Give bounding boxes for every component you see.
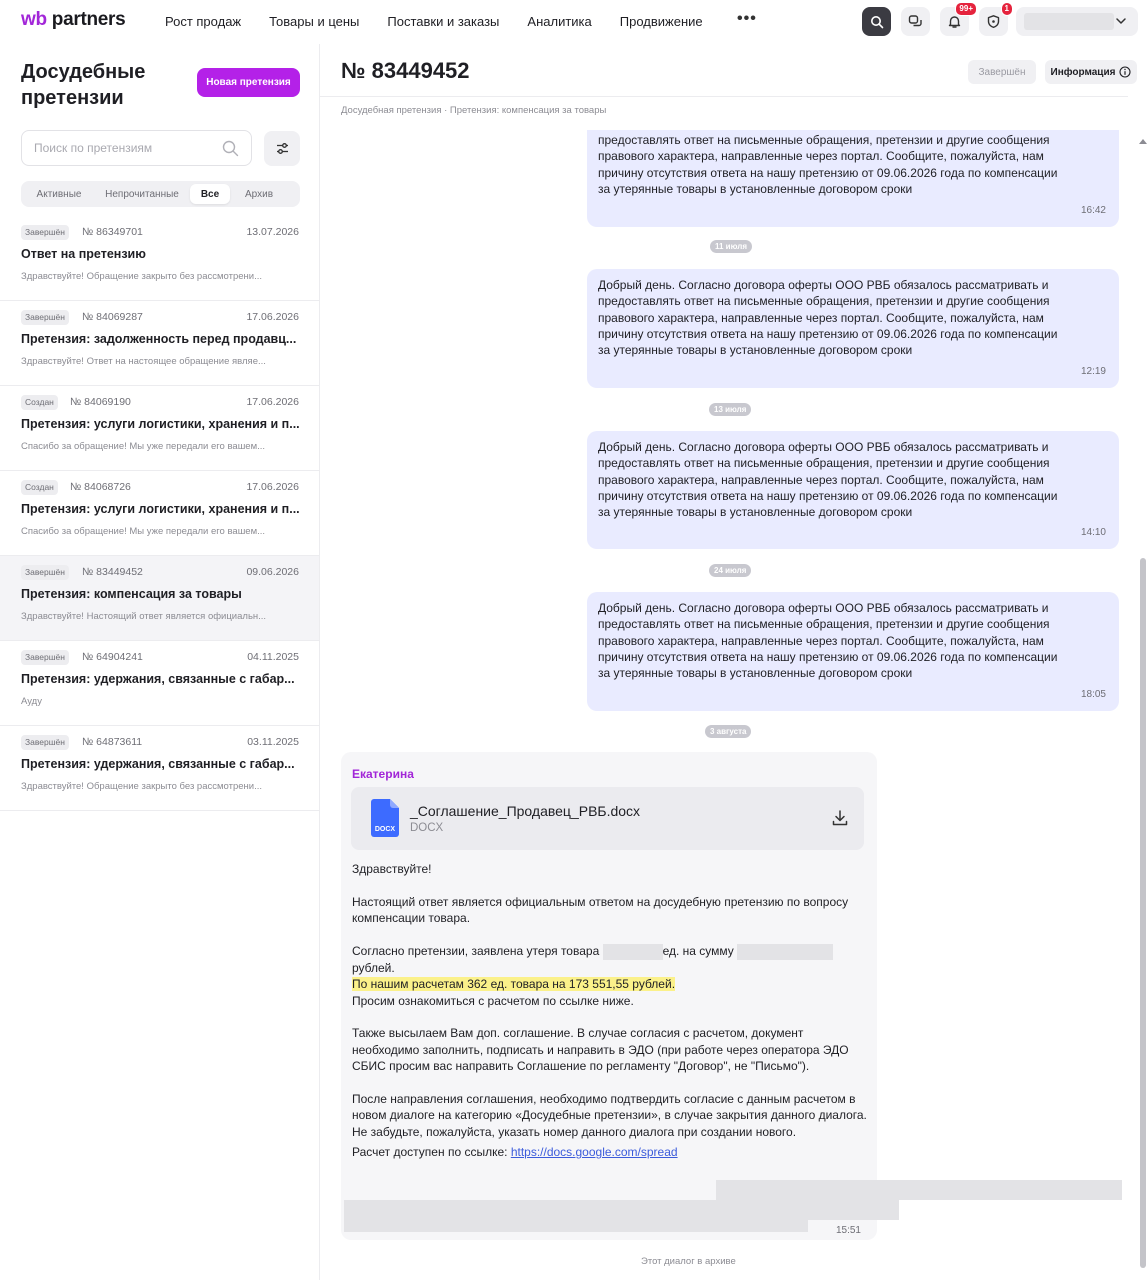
message-line: причину отсутствия ответа на нашу претензию от 09.06.2026 года по компенсации xyxy=(598,165,1058,180)
sliders-icon xyxy=(275,141,290,156)
tab-archive[interactable]: Архив xyxy=(244,188,274,200)
notifications-button[interactable] xyxy=(940,4,973,36)
claim-title: Претензия: услуги логистики, хранения и п... xyxy=(21,417,300,431)
claim-title: Претензия: удержания, связанные с габар... xyxy=(21,757,295,771)
chat-bubbles-icon xyxy=(908,14,923,29)
shield-icon xyxy=(986,14,1001,29)
tab-active[interactable]: Активные xyxy=(36,188,82,200)
status-badge: Завершён xyxy=(21,310,69,325)
outgoing-message xyxy=(587,130,1119,227)
status-badge: Завершён xyxy=(21,650,69,665)
nav-more-button[interactable]: ••• xyxy=(737,10,757,27)
claim-title: Претензия: удержания, связанные с габар... xyxy=(21,672,295,686)
message-line: за утерянные товары в установленные договором сроки xyxy=(598,343,913,358)
claim-number: № 84068726 xyxy=(70,481,131,493)
top-navigation-bar xyxy=(0,0,1148,44)
date-separator: 11 июля xyxy=(710,240,752,253)
claim-list-item[interactable] xyxy=(0,301,319,386)
claim-date: 17.06.2026 xyxy=(246,311,299,323)
claim-number: № 84069190 xyxy=(70,396,131,408)
redacted-link-remainder xyxy=(344,1218,808,1232)
chat-scrollbar[interactable] xyxy=(1138,134,1148,1280)
status-badge: Завершён xyxy=(21,225,69,240)
claim-preview: Здравствуйте! Обращение закрыто без рассмотрени... xyxy=(21,781,262,792)
claim-number: № 84069287 xyxy=(82,311,143,323)
chat-title: № 83449452 xyxy=(341,58,470,83)
message-line: предоставлять ответ на письменные обращения, претензии и другие сообщения xyxy=(598,617,1050,632)
search-icon xyxy=(222,140,239,157)
message-line: за утерянные товары в установленные договором сроки xyxy=(598,666,913,681)
highlighted-calculation: По нашим расчетам 362 ед. товара на 173 551,55 рублей. xyxy=(352,977,676,992)
docx-file-icon xyxy=(371,799,399,837)
message-line: правового характера, направленные через портал. Сообщите, пожалуйста, нам xyxy=(598,633,1044,648)
account-name-redacted xyxy=(1024,13,1114,30)
chats-button[interactable] xyxy=(901,7,930,36)
attachment-name: _Соглашение_Продавец_РВБ.docx xyxy=(410,803,641,819)
message-greeting: Здравствуйте! xyxy=(352,862,432,876)
attachment-type: DOCX xyxy=(410,822,444,834)
attachment-card[interactable] xyxy=(351,787,864,850)
claim-title: Претензия: компенсация за товары xyxy=(21,587,242,601)
breadcrumb-item[interactable]: Досудебная претензия xyxy=(341,105,442,116)
claim-preview: Спасибо за обращение! Мы уже передали его вашем... xyxy=(21,441,266,452)
redacted-link-remainder xyxy=(344,1200,899,1220)
claim-date: 09.06.2026 xyxy=(246,566,299,578)
shield-button[interactable] xyxy=(979,4,1009,36)
claim-preview: Здравствуйте! Настоящий ответ является официальн... xyxy=(21,611,267,622)
message-line: причину отсутствия ответа на нашу претензию от 09.06.2026 года по компенсации xyxy=(598,649,1058,664)
filter-button[interactable] xyxy=(264,131,300,166)
message-paragraph: Согласно претензии, заявлена утеря товара ед. на сумму рублей. По нашим расчетам 362 ед. товара на 173 551,55 рублей. Просим ознакомиться с расчетом по ссылке ниже. xyxy=(352,943,867,1009)
new-claim-button[interactable]: Новая претензия xyxy=(197,68,300,97)
message-line: правового характера, направленные через портал. Сообщите, пожалуйста, нам xyxy=(598,472,1044,487)
search-button[interactable] xyxy=(862,7,891,36)
chat-panel xyxy=(320,44,1148,1280)
scrollbar-thumb[interactable] xyxy=(1140,558,1146,1268)
message-body xyxy=(352,861,867,1161)
shield-badge: 1 xyxy=(1001,2,1013,16)
claim-date: 04.11.2025 xyxy=(247,651,299,663)
chat-status-badge: Завершён xyxy=(968,60,1036,84)
message-line: за утерянные товары в установленные договором сроки xyxy=(598,181,913,196)
status-badge: Создан xyxy=(21,480,58,495)
claims-search[interactable] xyxy=(21,130,252,166)
nav-item-sales-growth[interactable]: Рост продаж xyxy=(165,14,242,29)
claim-preview: Спасибо за обращение! Мы уже передали его вашем... xyxy=(21,526,266,537)
message-time: 12:19 xyxy=(1080,365,1106,377)
redacted-link-remainder xyxy=(716,1180,1122,1200)
claim-date: 13.07.2026 xyxy=(246,226,299,238)
message-line: предоставлять ответ на письменные обращения, претензии и другие сообщения xyxy=(598,133,1050,147)
message-line: правового характера, направленные через портал. Сообщите, пожалуйста, нам xyxy=(598,310,1044,325)
status-badge: Завершён xyxy=(21,735,69,750)
redacted-quantity xyxy=(603,944,663,960)
info-button-label: Информация xyxy=(1050,66,1116,78)
nav-item-products-prices[interactable]: Товары и цены xyxy=(269,14,360,29)
claim-number: № 86349701 xyxy=(82,226,143,238)
claims-list xyxy=(0,216,319,811)
outgoing-message xyxy=(587,431,1119,549)
nav-item-analytics[interactable]: Аналитика xyxy=(527,14,592,29)
claim-title: Ответ на претензию xyxy=(21,247,146,261)
status-badge: Создан xyxy=(21,395,58,410)
outgoing-message xyxy=(587,269,1119,388)
message-paragraph: После направления соглашения, необходимо подтвердить согласие с данным расчетом в новом диалоге на категорию «Досудебные претензии», в случае закрытия данного диалога. Не забудьте, пожалуйста, указать номер данного диалога при создании нового. xyxy=(352,1092,867,1139)
scroll-up-arrow-icon[interactable] xyxy=(1139,138,1147,144)
claim-preview: Здравствуйте! Ответ на настоящее обращение являе... xyxy=(21,356,266,367)
claim-date: 17.06.2026 xyxy=(246,396,299,408)
claim-number: № 83449452 xyxy=(82,566,143,578)
message-author: Екатерина xyxy=(352,767,414,781)
message-line: Добрый день. Согласно договора оферты ООО РВБ обязалось рассматривать и xyxy=(598,440,1049,454)
archive-note: Этот диалог в архиве xyxy=(641,1256,736,1267)
incoming-message xyxy=(341,752,877,1240)
breadcrumb-separator: · xyxy=(444,105,450,116)
redacted-amount xyxy=(737,944,833,960)
message-line: причину отсутствия ответа на нашу претензию от 09.06.2026 года по компенсации xyxy=(598,488,1058,503)
page-title: Досудебные претензии xyxy=(21,61,146,109)
claim-status-tabs xyxy=(21,181,300,207)
claim-title: Претензия: услуги логистики, хранения и п... xyxy=(21,502,300,516)
message-link-line: Расчет доступен по ссылке: https://docs.google.com/spread xyxy=(352,1145,678,1160)
claim-list-item[interactable] xyxy=(0,641,319,726)
message-line: за утерянные товары в установленные договором сроки xyxy=(598,505,913,520)
claim-preview: Здравствуйте! Обращение закрыто без рассмотрени... xyxy=(21,271,262,282)
message-line: Добрый день. Согласно договора оферты ООО РВБ обязалось рассматривать и xyxy=(598,601,1049,615)
message-paragraph: Настоящий ответ является официальным ответом на досудебную претензию по вопросу компенсации товара. xyxy=(352,894,849,926)
claims-sidebar xyxy=(0,44,320,1280)
nav-item-promotion[interactable]: Продвижение xyxy=(619,14,703,29)
claim-list-item[interactable] xyxy=(0,216,319,301)
date-separator: 24 июля xyxy=(709,564,751,577)
message-time: 16:42 xyxy=(1080,204,1106,216)
nav-item-supplies-orders[interactable]: Поставки и заказы xyxy=(387,14,500,29)
notifications-badge: 99+ xyxy=(955,2,977,16)
message-line: правового характера, направленные через портал. Сообщите, пожалуйста, нам xyxy=(598,149,1044,164)
claim-list-item[interactable] xyxy=(0,386,319,471)
date-separator: 3 августа xyxy=(705,725,751,738)
message-line: Добрый день. Согласно договора оферты ООО РВБ обязалось рассматривать и xyxy=(598,278,1049,292)
info-icon xyxy=(1119,66,1131,78)
claim-number: № 64904241 xyxy=(82,651,143,663)
claim-date: 17.06.2026 xyxy=(246,481,299,493)
claim-number: № 64873611 xyxy=(82,736,143,748)
download-icon[interactable] xyxy=(831,809,849,827)
header-divider xyxy=(320,96,1128,97)
message-paragraph: Также высылаем Вам доп. соглашение. В случае согласия с расчетом, документ необходимо заполнить, подписать и направить в ЭДО (при работе через оператора ЭДО СБИС просим вас направить Соглашение по регламенту "Договор", не "Письмо"). xyxy=(352,1026,849,1074)
calculation-link[interactable]: https://docs.google.com/spread xyxy=(510,1145,678,1160)
docx-icon-label: DOCX xyxy=(374,826,396,833)
message-line: причину отсутствия ответа на нашу претензию от 09.06.2026 года по компенсации xyxy=(598,326,1058,341)
message-time: 18:05 xyxy=(1080,688,1106,700)
breadcrumb xyxy=(341,105,606,116)
search-icon xyxy=(870,15,884,29)
main-nav xyxy=(165,14,703,29)
wb-partners-logo[interactable]: wb partners xyxy=(21,9,126,30)
bell-icon xyxy=(947,14,962,29)
claim-list-item[interactable] xyxy=(0,471,319,556)
claim-list-item[interactable] xyxy=(0,726,319,811)
claim-title: Претензия: задолженность перед продавц... xyxy=(21,332,297,346)
message-time: 14:10 xyxy=(1080,526,1106,538)
breadcrumb-item: Претензия: компенсация за товары xyxy=(449,105,607,116)
outgoing-message xyxy=(587,592,1119,711)
message-time: 15:51 xyxy=(835,1225,861,1236)
tab-unread[interactable]: Непрочитанные xyxy=(105,188,179,200)
claim-preview: Ауду xyxy=(21,696,42,707)
message-line: предоставлять ответ на письменные обращения, претензии и другие сообщения xyxy=(598,456,1050,471)
chevron-down-icon xyxy=(1114,13,1128,29)
message-line: предоставлять ответ на письменные обращения, претензии и другие сообщения xyxy=(598,294,1050,309)
claim-date: 03.11.2025 xyxy=(247,736,299,748)
status-badge: Завершён xyxy=(21,565,69,580)
info-button[interactable] xyxy=(1045,60,1137,84)
date-separator: 13 июля xyxy=(709,403,751,416)
claim-list-item-selected[interactable] xyxy=(0,556,319,641)
search-input[interactable] xyxy=(34,141,214,155)
tab-all[interactable]: Все xyxy=(190,184,230,204)
account-selector[interactable] xyxy=(1016,7,1138,36)
